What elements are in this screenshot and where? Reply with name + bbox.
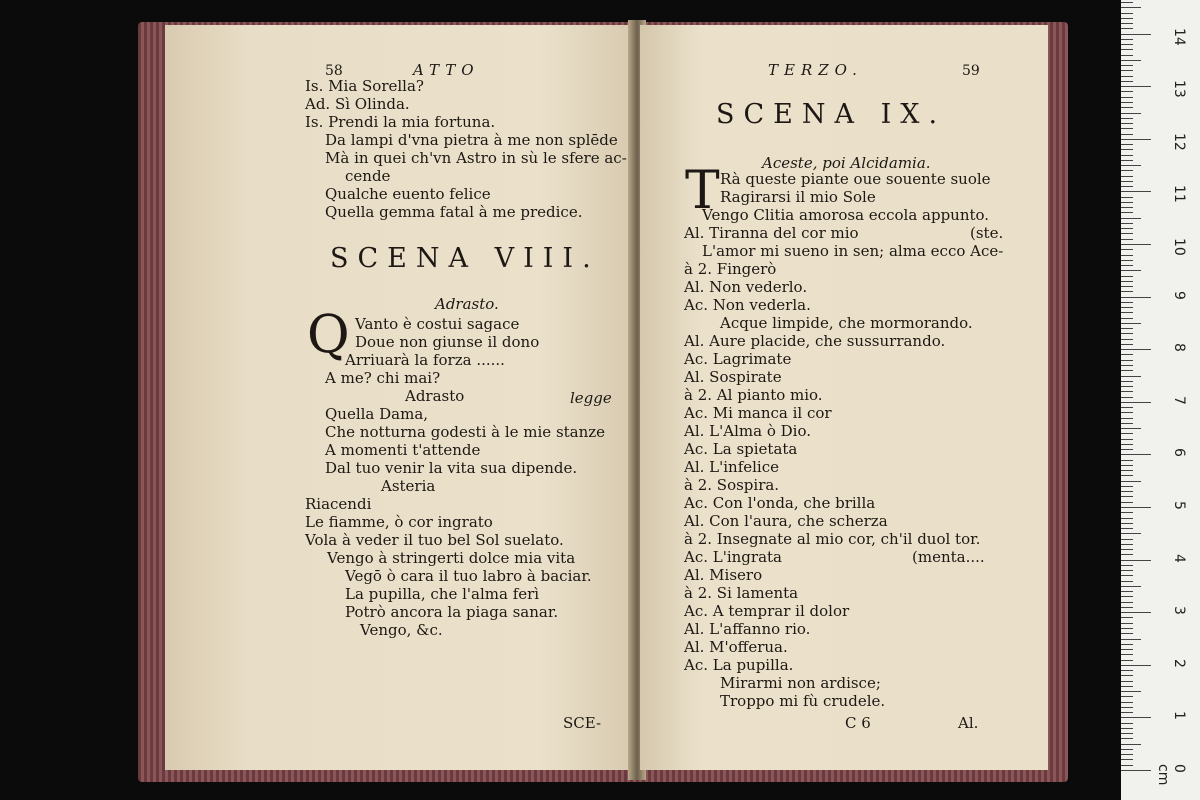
ruler-number: 13	[1171, 80, 1187, 99]
text-line: Ac. Con l'onda, che brilla	[684, 494, 876, 512]
scene-heading: SCENA IX.	[716, 99, 947, 130]
ruler-tick	[1121, 28, 1133, 29]
ruler-tick	[1121, 502, 1133, 503]
ruler-tick	[1121, 644, 1133, 645]
ruler-tick	[1121, 712, 1133, 713]
text-line: Vanto è costui sagace	[355, 315, 520, 333]
ruler-tick	[1121, 381, 1133, 382]
ruler-tick	[1121, 354, 1133, 355]
text-line: Vengo, &c.	[360, 621, 443, 639]
ruler-tick	[1121, 223, 1133, 224]
ruler-tick	[1121, 723, 1133, 724]
ruler-tick	[1121, 591, 1133, 592]
ruler-tick	[1121, 433, 1133, 434]
ruler-tick	[1121, 202, 1133, 203]
ruler-tick	[1121, 670, 1133, 671]
ruler-tick	[1121, 623, 1133, 624]
ruler-tick	[1121, 654, 1133, 655]
ruler-tick	[1121, 391, 1133, 392]
ruler-tick	[1121, 91, 1133, 92]
ruler-tick	[1121, 191, 1151, 192]
ruler-tick	[1121, 491, 1133, 492]
ruler-tick	[1121, 55, 1133, 56]
text-line: (menta....	[912, 548, 985, 566]
ruler-tick	[1121, 586, 1141, 587]
ruler-tick	[1121, 60, 1141, 61]
ruler-tick	[1121, 344, 1133, 345]
text-line: Rà queste piante oue souente suole	[720, 170, 991, 188]
text-line: Quella gemma fatal à me predice.	[325, 203, 583, 221]
text-line: à 2. Sospira.	[684, 476, 780, 494]
ruler-tick	[1121, 612, 1151, 613]
ruler-tick	[1121, 386, 1133, 387]
ruler-number: 8	[1171, 343, 1187, 353]
ruler-tick	[1121, 439, 1133, 440]
text-line: Al. Non vederlo.	[684, 278, 808, 296]
catchword: SCE-	[563, 714, 602, 732]
catchword: Al.	[958, 714, 979, 732]
text-line: Al. M'offerua.	[684, 638, 788, 656]
measurement-ruler	[1121, 0, 1200, 800]
text-line: Ac. La pupilla.	[684, 656, 794, 674]
text-line: A momenti t'attende	[325, 441, 481, 459]
ruler-tick	[1121, 297, 1151, 298]
ruler-tick	[1121, 123, 1133, 124]
text-line: Vegō ò cara il tuo labro à baciar.	[345, 567, 592, 585]
ruler-tick	[1121, 233, 1133, 234]
ruler-tick	[1121, 286, 1133, 287]
ruler-tick	[1121, 728, 1133, 729]
ruler-tick	[1121, 596, 1133, 597]
ruler-tick	[1121, 717, 1151, 718]
ruler-number: 6	[1171, 448, 1187, 458]
text-line: Is. Mia Sorella?	[305, 77, 424, 95]
ruler-number: 9	[1171, 290, 1187, 300]
ruler-tick	[1121, 186, 1133, 187]
text-line: La pupilla, che l'alma ferì	[345, 585, 540, 603]
text-line: Al. Aure placide, che sussurrando.	[684, 332, 946, 350]
ruler-tick	[1121, 397, 1133, 398]
text-line: Ad. Sì Olinda.	[305, 95, 410, 113]
ruler-tick	[1121, 628, 1133, 629]
ruler-tick	[1121, 691, 1141, 692]
ruler-tick	[1121, 302, 1133, 303]
text-line: Che notturna godesti à le mie stanze	[325, 423, 606, 441]
ruler-tick	[1121, 428, 1141, 429]
ruler-tick	[1121, 770, 1151, 771]
ruler-tick	[1121, 470, 1133, 471]
ruler-tick	[1121, 118, 1133, 119]
ruler-tick	[1121, 376, 1141, 377]
text-line: Ac. La spietata	[684, 440, 798, 458]
text-line: Ac. L'ingrata	[684, 548, 782, 566]
ruler-tick	[1121, 134, 1133, 135]
ruler-tick	[1121, 44, 1133, 45]
text-line: à 2. Fingerò	[684, 260, 777, 278]
ruler-tick	[1121, 660, 1133, 661]
text-line: Al. L'affanno rio.	[684, 620, 811, 638]
text-line: cende	[345, 167, 391, 185]
left-page-number: 58	[325, 63, 343, 79]
ruler-tick	[1121, 139, 1151, 140]
ruler-tick	[1121, 496, 1133, 497]
scene-heading: SCENA VIII.	[330, 243, 600, 274]
text-line: Al. L'Alma ò Dio.	[684, 422, 811, 440]
ruler-tick	[1121, 744, 1141, 745]
ruler-tick	[1121, 518, 1133, 519]
speaker-name: Adrasto.	[435, 295, 499, 313]
text-line: Acque limpide, che mormorando.	[720, 314, 973, 332]
ruler-tick	[1121, 255, 1133, 256]
ruler-tick	[1121, 418, 1133, 419]
ruler-tick	[1121, 707, 1133, 708]
text-line: Arriuarà la forza ......	[345, 351, 505, 369]
stage-direction: legge	[570, 389, 612, 407]
ruler-tick	[1121, 412, 1133, 413]
text-line: Le fiamme, ò cor ingrato	[305, 513, 493, 531]
text-line: Dal tuo venir la vita sua dipende.	[325, 459, 578, 477]
ruler-number: 10	[1171, 238, 1187, 256]
text-line: Riacendi	[305, 495, 372, 513]
text-line: Al. Misero	[684, 566, 763, 584]
ruler-tick	[1121, 449, 1133, 450]
ruler-number: 3	[1171, 606, 1187, 616]
ruler-tick	[1121, 738, 1133, 739]
ruler-tick	[1121, 197, 1133, 198]
right-running-head: TERZO.	[768, 61, 863, 79]
ruler-number: 11	[1171, 185, 1187, 204]
left-running-head: ATTO	[413, 61, 480, 79]
ruler-tick	[1121, 155, 1133, 156]
text-line: (ste.	[970, 224, 1004, 242]
ruler-number: 4	[1171, 553, 1187, 563]
ruler-tick	[1121, 749, 1133, 750]
text-line: Da lampi d'vna pietra à me non splēde	[325, 131, 618, 149]
ruler-tick	[1121, 544, 1133, 545]
ruler-tick	[1121, 65, 1133, 66]
ruler-number: 14	[1171, 27, 1187, 46]
ruler-tick	[1121, 528, 1133, 529]
ruler-tick	[1121, 423, 1133, 424]
ruler-tick	[1121, 176, 1133, 177]
ruler-tick	[1121, 312, 1133, 313]
ruler-tick	[1121, 70, 1133, 71]
ruler-number: 12	[1171, 132, 1187, 151]
text-line: Ac. Mi manca il cor	[684, 404, 832, 422]
ruler-tick	[1121, 581, 1133, 582]
ruler-tick	[1121, 239, 1133, 240]
right-page	[640, 25, 1048, 770]
ruler-tick	[1121, 565, 1133, 566]
ruler-tick	[1121, 7, 1141, 8]
ruler-tick	[1121, 149, 1133, 150]
ruler-tick	[1121, 475, 1133, 476]
ruler-tick	[1121, 102, 1133, 103]
ruler-tick	[1121, 549, 1133, 550]
ruler-tick	[1121, 360, 1133, 361]
ruler-tick	[1121, 291, 1133, 292]
ruler-tick	[1121, 113, 1141, 114]
ruler-tick	[1121, 575, 1133, 576]
ruler-tick	[1121, 81, 1133, 82]
ruler-tick	[1121, 649, 1133, 650]
text-line: Vengo à stringerti dolce mia vita	[327, 549, 576, 567]
ruler-tick	[1121, 323, 1141, 324]
ruler-tick	[1121, 144, 1133, 145]
ruler-number: 1	[1171, 711, 1187, 721]
signature-mark: C 6	[845, 714, 871, 732]
ruler-tick	[1121, 533, 1141, 534]
text-line: à 2. Insegnate al mio cor, ch'il duol tor.	[684, 530, 981, 548]
text-line: Al. Sospirate	[684, 368, 782, 386]
ruler-tick	[1121, 281, 1133, 282]
ruler-tick	[1121, 2, 1133, 3]
ruler-tick	[1121, 444, 1133, 445]
ruler-tick	[1121, 560, 1151, 561]
text-line: Mirarmi non ardisce;	[720, 674, 881, 692]
ruler-tick	[1121, 165, 1141, 166]
text-line: Al. L'infelice	[684, 458, 780, 476]
text-line: Asteria	[381, 477, 436, 495]
ruler-tick	[1121, 686, 1133, 687]
ruler-tick	[1121, 633, 1133, 634]
ruler-tick	[1121, 13, 1133, 14]
ruler-tick	[1121, 307, 1133, 308]
ruler-tick	[1121, 402, 1151, 403]
ruler-tick	[1121, 365, 1133, 366]
ruler-tick	[1121, 107, 1133, 108]
text-line: Vengo Clitia amorosa eccola appunto.	[702, 206, 990, 224]
text-line: Ragirarsi il mio Sole	[720, 188, 876, 206]
ruler-tick	[1121, 39, 1133, 40]
text-line: Ac. Non vederla.	[684, 296, 811, 314]
ruler-tick	[1121, 512, 1133, 513]
ruler-tick	[1121, 328, 1133, 329]
ruler-number: 7	[1171, 395, 1187, 405]
ruler-tick	[1121, 18, 1133, 19]
text-line: Ac. A temprar il dolor	[684, 602, 850, 620]
ruler-tick	[1121, 759, 1133, 760]
ruler-tick	[1121, 349, 1151, 350]
right-page-number: 59	[962, 63, 980, 79]
ruler-tick	[1121, 244, 1151, 245]
text-line: Ac. Lagrimate	[684, 350, 792, 368]
ruler-tick	[1121, 702, 1133, 703]
ruler-tick	[1121, 97, 1133, 98]
ruler-tick	[1121, 454, 1151, 455]
ruler-tick	[1121, 554, 1133, 555]
ruler-tick	[1121, 675, 1133, 676]
ruler-number: 5	[1171, 501, 1187, 510]
text-line: Qualche euento felice	[325, 185, 491, 203]
drop-cap: T	[685, 161, 720, 221]
ruler-tick	[1121, 507, 1151, 508]
ruler-tick	[1121, 407, 1133, 408]
text-line: Quella Dama,	[325, 405, 429, 423]
speaker-name: Aceste, poi Alcidamia.	[762, 154, 931, 172]
text-line: Mà in quei ch'vn Astro in sù le sfere ac-	[325, 149, 627, 167]
ruler-number: 0 cm	[1155, 764, 1187, 786]
text-line: Vola à veder il tuo bel Sol suelato.	[305, 531, 564, 549]
ruler-number: 2	[1171, 658, 1187, 668]
ruler-tick	[1121, 696, 1133, 697]
text-line: Is. Prendi la mia fortuna.	[305, 113, 496, 131]
text-line: Doue non giunse il dono	[355, 333, 540, 351]
drop-cap: Q	[307, 305, 350, 365]
ruler-tick	[1121, 607, 1133, 608]
ruler-tick	[1121, 23, 1133, 24]
ruler-tick	[1121, 276, 1133, 277]
ruler-tick	[1121, 665, 1151, 666]
ruler-tick	[1121, 370, 1133, 371]
ruler-tick	[1121, 160, 1133, 161]
ruler-tick	[1121, 617, 1133, 618]
text-line: Troppo mi fù crudele.	[720, 692, 886, 710]
ruler-tick	[1121, 218, 1141, 219]
text-line: A me? chi mai?	[325, 369, 441, 387]
ruler-tick	[1121, 339, 1133, 340]
ruler-tick	[1121, 170, 1133, 171]
ruler-tick	[1121, 481, 1141, 482]
text-line: Potrò ancora la piaga sanar.	[345, 603, 559, 621]
ruler-tick	[1121, 260, 1133, 261]
text-line: à 2. Al pianto mio.	[684, 386, 823, 404]
text-line: Al. Tiranna del cor mio	[684, 224, 859, 242]
text-line: Adrasto	[405, 387, 465, 405]
ruler-tick	[1121, 76, 1133, 77]
ruler-tick	[1121, 212, 1133, 213]
ruler-tick	[1121, 181, 1133, 182]
ruler-tick	[1121, 460, 1133, 461]
ruler-tick	[1121, 318, 1133, 319]
text-line: Al. Con l'aura, che scherza	[684, 512, 888, 530]
ruler-tick	[1121, 465, 1133, 466]
left-page	[165, 25, 633, 770]
ruler-tick	[1121, 228, 1133, 229]
ruler-tick	[1121, 765, 1133, 766]
ruler-tick	[1121, 681, 1133, 682]
ruler-tick	[1121, 639, 1141, 640]
ruler-tick	[1121, 265, 1133, 266]
ruler-tick	[1121, 34, 1151, 35]
ruler-tick	[1121, 249, 1133, 250]
ruler-tick	[1121, 602, 1133, 603]
ruler-tick	[1121, 128, 1133, 129]
ruler-tick	[1121, 49, 1133, 50]
ruler-tick	[1121, 754, 1133, 755]
ruler-tick	[1121, 486, 1133, 487]
ruler-tick	[1121, 207, 1133, 208]
ruler-tick	[1121, 539, 1133, 540]
ruler-tick	[1121, 733, 1133, 734]
ruler-tick	[1121, 333, 1133, 334]
text-line: L'amor mi sueno in sen; alma ecco Ace-	[702, 242, 1004, 260]
text-line: à 2. Si lamenta	[684, 584, 799, 602]
ruler-tick	[1121, 523, 1133, 524]
ruler-tick	[1121, 270, 1141, 271]
ruler-tick	[1121, 86, 1151, 87]
ruler-tick	[1121, 570, 1133, 571]
